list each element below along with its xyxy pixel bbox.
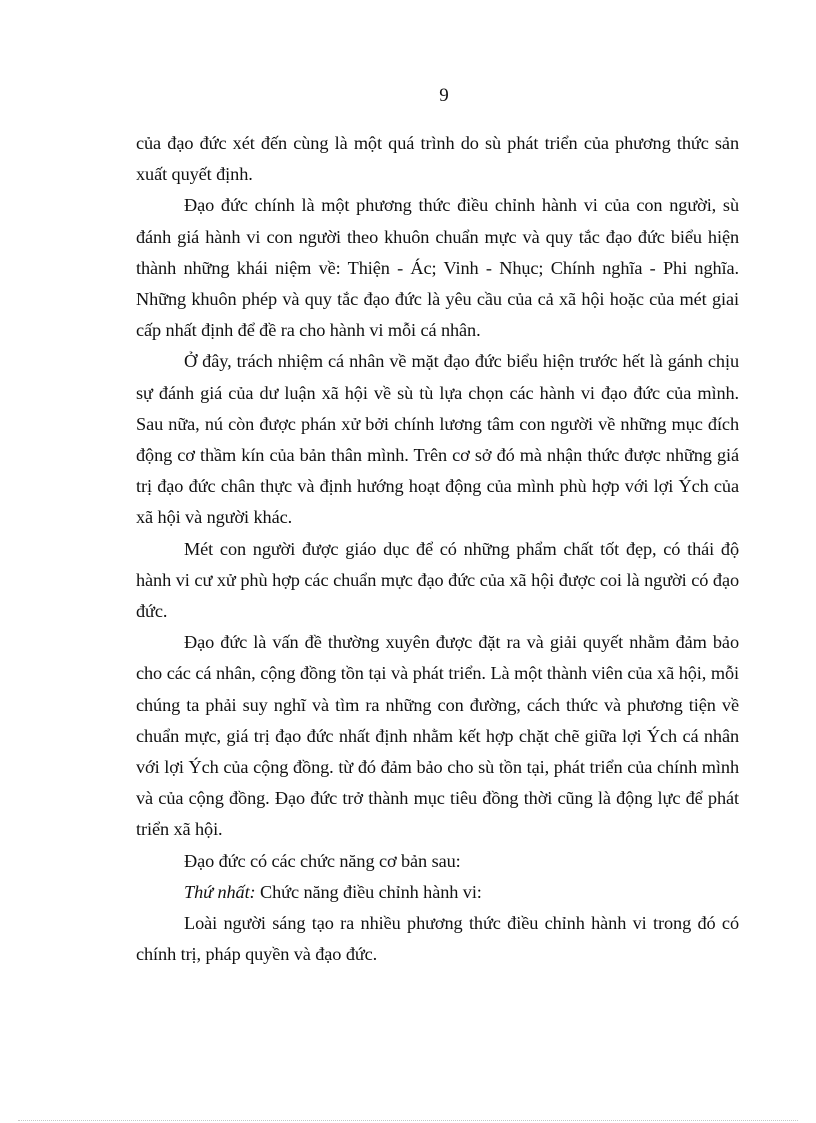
document-body: [136, 128, 739, 970]
paragraph-continuation: của đạo đức xét đến cùng là một quá trình do sù phát triển của phương thức sản xuất quyết định.: [136, 133, 739, 185]
paragraph-regulation-methods: Loài người sáng tạo ra nhiều phương thức điều chỉnh hành vi trong đó có chính trị, pháp quyền và đạo đức.: [136, 913, 739, 965]
first-label: Thứ nhất:: [184, 881, 256, 902]
bottom-divider: [18, 1120, 798, 1121]
paragraph-functions-intro: Đạo đức có các chức năng cơ bản sau:: [184, 850, 461, 871]
first-function-text: Chức năng điều chỉnh hành vi:: [255, 881, 482, 902]
paragraph-social-role: Đạo đức là vấn đề thường xuyên được đặt ra và giải quyết nhằm đảm bảo cho các cá nhân, cộng đồng tồn tại và phát triển. Là một thành viên của xã hội, mỗi chúng ta phải suy nghĩ và tìm ra những con đường, cách thức và phương tiện về chuẩn mực, giá trị đạo đức nhất định nhằm kết hợp chặt chẽ giữa lợi Ých cá nhân với lợi Ých của cộng đồng. từ đó đảm bảo cho sù tồn tại, phát triển của chính mình và của cộng đồng. Đạo đức trở thành mục tiêu đồng thời cũng là động lực để phát triển xã hội.: [136, 632, 739, 840]
paragraph-moral-person: Mét con người được giáo dục để có những phẩm chất tốt đẹp, có thái độ hành vi cư xử phù hợp các chuẩn mực đạo đức của xã hội được coi là người có đạo đức.: [136, 538, 739, 622]
paragraph-first-function: [136, 877, 739, 908]
page-number: 9: [439, 85, 449, 106]
paragraph-definition: Đạo đức chính là một phương thức điều chỉnh hành vi của con người, sù đánh giá hành vi con người theo khuôn chuẩn mực và quy tắc đạo đức biểu hiện thành những khái niệm về: Thiện - Ác; Vinh - Nhục; Chính nghĩa - Phi nghĩa. Những khuôn phép và quy tắc đạo đức là yêu cầu của cả xã hội hoặc của mét giai cấp nhất định để đề ra cho hành vi mỗi cá nhân.: [136, 195, 739, 341]
paragraph-responsibility: Ở đây, trách nhiệm cá nhân về mặt đạo đức biểu hiện trước hết là gánh chịu sự đánh giá của dư luận xã hội về sù tù lựa chọn các hành vi đạo đức của mình. Sau nữa, nú còn được phán xử bởi chính lương tâm con người về những mục đích động cơ thầm kín của bản thân mình. Trên cơ sở đó mà nhận thức được những giá trị đạo đức chân thực và định hướng hoạt động của mình phù hợp với lợi Ých của xã hội và người khác.: [136, 351, 739, 528]
